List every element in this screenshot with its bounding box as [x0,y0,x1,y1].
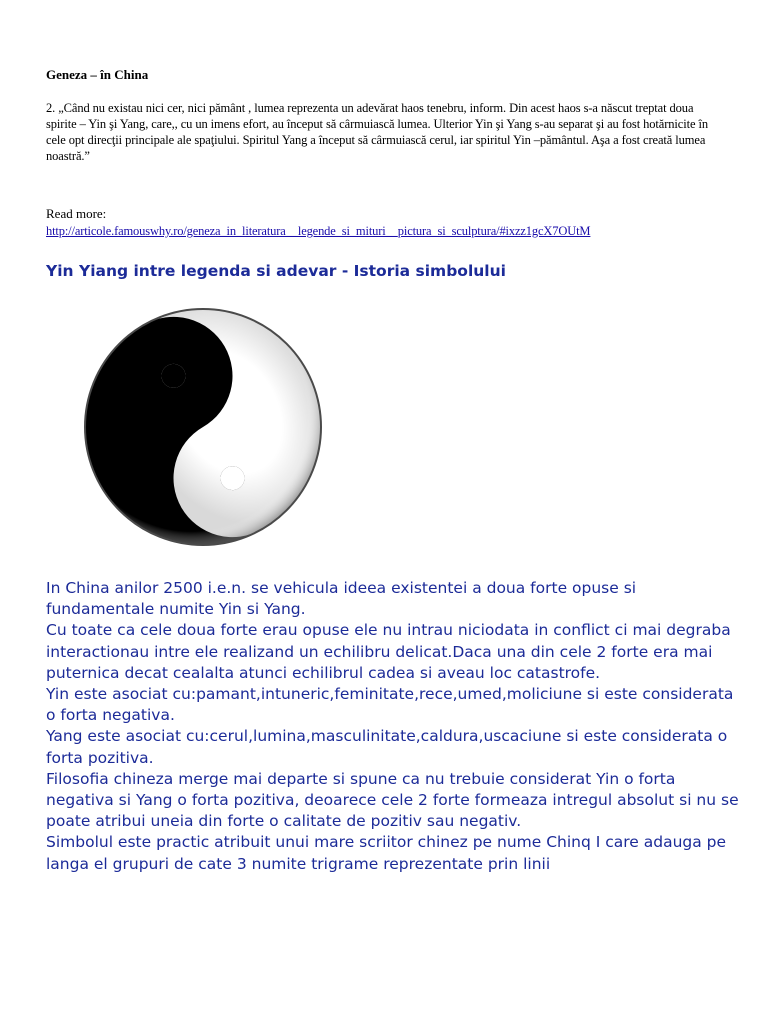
section-heading: Geneza – în China [46,67,149,82]
body-paragraph: Filosofia chineza merge mai departe si spune ca nu trebuie considerat Yin o forta negativa si Yang o forta pozitiva, deoarece cele 2 forte formeaza intregul absolut si nu se poate atribui uneia din forte o calitate de pozitiv sau negativ. [46,769,739,831]
article-body [46,578,746,875]
article-subtitle: Yin Yiang intre legenda si adevar - Istoria simbolului [46,262,506,280]
read-more-label: Read more: [46,206,107,221]
body-paragraph: Yin este asociat cu:pamant,intuneric,feminitate,rece,umed,moliciune si este considerata o forta negativa. [46,685,734,725]
body-paragraph: Simbolul este practic atribuit unui mare scriitor chinez pe nume Chinq I care adauga pe langa el grupuri de cate 3 numite trigrame reprezentate prin linii [46,833,727,873]
yin-yang-icon [78,296,328,558]
body-paragraph: Yang este asociat cu:cerul,lumina,masculinitate,caldura,uscaciune si este considerata o forta pozitiva. [46,727,728,767]
body-paragraph: Cu toate ca cele doua forte erau opuse ele nu intrau niciodata in conflict ci mai degraba interactionau intre ele realizand un echilibru delicat.Daca una din cele 2 forte era mai puternica decat cealalta atunci echilibrul cadea si aveau loc catastrofe. [46,621,731,682]
body-paragraph: In China anilor 2500 i.e.n. se vehicula ideea existentei a doua forte opuse si fundamentale numite Yin si Yang. [46,579,637,619]
quote-paragraph: 2. „Când nu existau nici cer, nici pământ , lumea reprezenta un adevărat haos tenebru, inform. Din acest haos s-a născut treptat doua spirite – Yin şi Yang, care,, cu un imens efort, au început să cârmuiască lumea. Ulterior Yin şi Yang s-au separat şi au fost hotărnicite în cele opt direcţii principale ale spaţiului. Spiritul Yang a început să cârmuiască cerul, iar spiritul Yin –pământul. Aşa a fost creată lumea noastră.” [46,101,708,163]
read-more-link[interactable]: http://articole.famouswhy.ro/geneza_in_literatura__legende_si_mituri__pictura_si_sculptura/#ixzz1gcX7OUtM [46,224,591,238]
